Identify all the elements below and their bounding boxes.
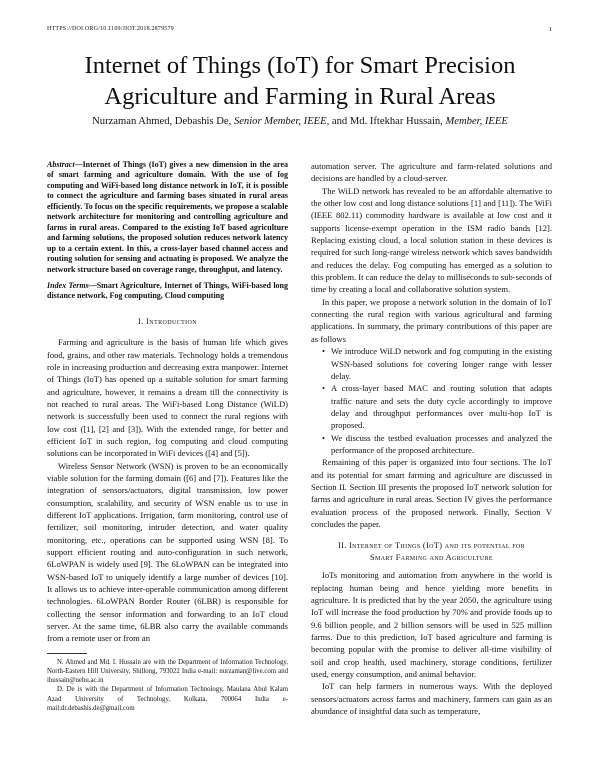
intro-paragraph-5: Remaining of this paper is organized into four sections. The IoT and its potential for smart farming and agriculture are discussed in Section II. Section III presents the proposed IoT network solution for farms and agriculture in rural areas. Section IV gives the performance evaluation process of the proposed network. Finally, Section V concludes the paper. xyxy=(311,457,552,529)
intro-paragraph-1: Farming and agriculture is the basis of human life which gives food, grains, and other raw materials. Technology holds a tremendous role in increasing production and decreasing extra manpower. Internet of Things (IoT) has opened up a suitable solution for smart farming and agriculture, however, it remains a dream till the connectivity is not reached to rural areas. The WiFi-based Long Distance (WiLD) network is successfully been used to connect the rural regions with low cost ([1], [2] and [3]). With the extended range, for better and efficient IoT in such region, fog computing and cloud computing solutions can be incorporated in WiFi devices ([4] and [5]). xyxy=(47,337,288,459)
section-heading-introduction xyxy=(47,316,288,328)
section-number: I. xyxy=(137,316,147,326)
list-item: • We introduce WiLD network and fog computing in the existing WSN-based solutions for covering longer range with lesser delay. xyxy=(322,345,552,382)
author-role-2: Member, IEEE xyxy=(445,116,508,127)
section-title-line-1: II. Internet of Things (IoT) and its potential for xyxy=(337,541,526,551)
footnote-affiliation-1: N. Ahmed and Md. I. Hussain are with the Department of Information Technology, North-Eastern Hill University, Shillong, 793022 India e-mail: nurzaman@live.com and ihussain@nehu.ac.in xyxy=(47,658,288,685)
abstract-label: Abstract xyxy=(47,160,75,169)
intro-paragraph-4: In this paper, we propose a network solution in the domain of IoT connecting the rural region with various agricultural and farming applications. In summary, the primary contributions of this paper are as follows xyxy=(311,296,552,344)
section2-paragraph-1: IoTs monitoring and automation from anywhere in the world is replacing human being and hence yielding more benefits in agriculture. It is predicted that by the year 2050, the agriculture using IoT will increase the food production by 70% and provide foods up to 9.6 billion people, and 2 billion sensors will be used in 525 million farms. Due to this prediction, IoT based agriculture and farming is becoming popular with the promise to deliver all-time visibility of soil and crop health, used machinery, storage conditions, fertilizer used, energy consumption, and animal behavior. xyxy=(311,570,552,680)
index-terms xyxy=(47,281,288,302)
footnote-affiliation-2: D. De is with the Department of Information Technology, Maulana Abul Kalam Azad University of Technology, Kolkata, 700064 India e-mail:dr.debashis.de@gmail.com xyxy=(47,686,288,712)
intro-paragraph-3: The WiLD network has revealed to be an affordable alternative to the other low cost and long distance solutions [1] and [11]). The WiFi (IEEE 802.11) commodity hardware is available at low cost and it supports license-exempt operation in the ISM radio bands [12]. Replacing existing cloud, a local solution station in these devices is required for such long-range wireless network which saves bandwidth and reduces the delay. Fog computing has emerged as a solution to this problem. It can reduce the delay to milliseconds to sub-seconds of time by creating a local and collaborative solution system. xyxy=(311,185,552,295)
author-line xyxy=(40,116,560,127)
index-terms-label: Index Terms xyxy=(47,280,89,290)
abstract-text: —Internet of Things (IoT) gives a new dimension in the area of smart farming and agriculture domain. With the use of fog computing and WiFi-based long distance network in IoT, it is possible to connect the agriculture and farming bases situated in rural areas efficiently. To focus on the specific requirements, we propose a scalable network architecture for monitoring and controlling agriculture and farms in rural areas. Compared to the existing IoT based agriculture and farming solutions, the proposed solution reduces network latency up to a certain extent. In this, a cross-layer based channel access and routing solution for sensing and actuating is proposed. We analyze the network structure based on coverage range, throughput, and latency. xyxy=(47,160,288,274)
section-title: Introduction xyxy=(146,316,198,326)
footnote-divider xyxy=(47,653,87,654)
contributions-list xyxy=(311,345,552,456)
authors-names-1: Nurzaman Ahmed, Debashis De, xyxy=(92,116,234,127)
list-item: • A cross-layer based MAC and routing solution that adapts traffic nature and sets the duty cycle accordingly to improve delay and throughput performances over multi-hop IoT is proposed. xyxy=(322,382,552,431)
list-item: • We discuss the testbed evaluation processes and analyzed the performance of the proposed architecture. xyxy=(322,432,552,457)
right-column xyxy=(311,160,552,717)
section-heading-iot-potential xyxy=(311,540,552,563)
intro-paragraph-2: Wireless Sensor Network (WSN) is proven to be an economically viable solution for the farming domain ([6] and [7]). Features like the integration of sensors/actuators, digital transmission, low power consumption, scalability, and security of WSN enable us to use in different IoT applications. Irrigation, farm monitoring, control use of fertilizer, soil monitoring, intruder detection, and water quality monitoring, etc., operations can be supported using WSN [8]. To support efficient routing and auto-configuration in such network, 6LoWPAN is widely used [9]. The 6LoWPAN can be integrated into WSN-based IoT to uniquely identify a large number of devices [10]. It allows us to achieve inter-operable communication among different technologies. 6LoWPAN Border Router (6LBR) is responsible for collecting the sensor information and forwarding to an IoT cloud server. At the same time, 6LBR also carry the available commands from a remote user or from an xyxy=(47,460,288,644)
section-title-line-2: Smart Farming and Agriculture xyxy=(370,552,493,562)
index-terms-text: —Smart Agriculture, Internet of Things, WiFi-based long distance network, Fog computing, Cloud computing xyxy=(47,280,289,301)
author-role-1: Senior Member, IEEE, xyxy=(233,116,330,127)
left-column xyxy=(47,160,288,713)
intro-paragraph-continued: automation server. The agriculture and farm-related solutions and decisions are handled by a cloud-server. xyxy=(311,161,552,184)
authors-names-2: and Md. Iftekhar Hussain, xyxy=(329,116,446,127)
abstract xyxy=(47,160,288,275)
page-number: 1 xyxy=(548,26,552,33)
paper-title: Internet of Things (IoT) for Smart Precision Agriculture and Farming in Rural Areas xyxy=(84,52,516,110)
section2-paragraph-2: IoT can help farmers in numerous ways. With the deployed sensors/actuators across farms and machinery, farmers can gain as an abundance of insightful data such as temperature, xyxy=(311,681,552,717)
running-header-doi: HTTPS://DOI.ORG/10.1109/JIOT.2018.2879579 xyxy=(47,26,174,32)
